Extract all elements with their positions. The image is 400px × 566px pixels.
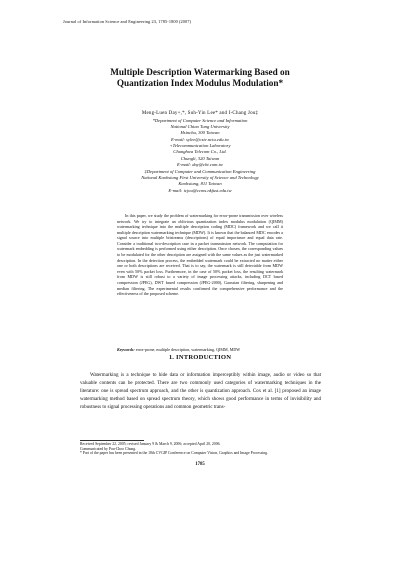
affiliation-line: Chunghwa Telecom Co., Ltd.: [173, 149, 227, 154]
footnotes: [80, 442, 321, 456]
keywords: [117, 347, 283, 353]
affiliation-line: *Department of Computer Science and Information: [152, 118, 248, 123]
abstract-text: In this paper, we study the problem of watermarking for error-prone transmission over wireless network. We try to integrate an oblivious quantization index modulus modulation (QIMM) watermarking technique into the multiple description coding (MDC) framework and we call it multiple description watermarking technique (MDW). It is known that the balanced MDC encodes a signal source into multiple bitstreams (descriptions) of equal importance and equal data rate. Consider a traditional two-description case in a packet transmission network. The computation for watermark embedding is performed using either description. Once chosen, the corresponding values to be modulated for the other description are assigned with the same values as the just watermarked description. In the detection process, the embedded watermark could be extracted no matter either one or both descriptions are received. That is to say, the watermark is still detectable from MDW even with 50% packet loss. Furthermore, in the case of 50% packet loss, the resulting watermark from MDW is still robust to a variety of image processing attacks, including DCT based compression (JPEG), DWT based compression (JPEG-2000), Gaussian filtering, sharpening and median filtering. The experimental results confirmed the comprehensive performance and the effectiveness of the proposed scheme.: [117, 213, 283, 297]
page-number: 1785: [195, 462, 205, 467]
affiliation-email: E-mail: sylee@csie.nctu.edu.tw: [170, 137, 230, 142]
footnote: * Part of the paper has been presented in the 18th CVGIP Conference on Computer Vision, Graphics and Image Processing.: [80, 451, 268, 456]
author-list: Meng-Luen Day+,*, Suh-Yin Lee* and I-Chang Jou‡: [141, 111, 259, 116]
paper-title-line-2: Quantization Index Modulus Modulation*: [116, 78, 284, 88]
intro-paragraph: [80, 372, 321, 412]
affiliation-email: E-mail: day@cht.com.tw: [177, 162, 223, 167]
footnote: Received September 22, 2005; revised January 9 & March 9, 2006; accepted April 20, 2006.: [80, 442, 221, 446]
affiliation-line: Hsinchu, 300 Taiwan: [180, 130, 220, 135]
affiliation-line: Chungli, 320 Taiwan: [180, 156, 220, 161]
affiliation-line: Kaohsiung, 811 Taiwan: [178, 181, 222, 186]
abstract: [117, 213, 283, 297]
affiliation-line: National Kaohsiung First University of Science and Technology: [141, 175, 259, 180]
paper-title-line-1: Multiple Description Watermarking Based on: [110, 67, 290, 77]
keywords-label: Keywords:: [117, 347, 135, 352]
keywords-list: error-prone, multiple description, watermarking, QIMM, MDW: [135, 347, 241, 352]
footnote-rule: [80, 440, 144, 441]
affiliation-line: National Chiao Tung University: [170, 124, 230, 129]
footnote: Communicated by Pau-Choo Chung.: [80, 446, 137, 451]
section-heading: 1. INTRODUCTION: [168, 354, 232, 361]
affiliation-email: E-mail: icjou@ccms.nkfust.edu.tw: [168, 188, 232, 193]
running-head: Journal of Information Science and Engineering 23, 1785-1800 (2007): [63, 19, 192, 24]
affiliation-line: ‡Department of Computer and Communication Engineering: [144, 169, 256, 174]
intro-text: Watermarking is a technique to hide data or information imperceptibly within image, audio or video so that valuable contents can be protected. There are two commonly used categories of watermarking techniques in the literature: one is spread spectrum approach, and the other is quantization approach. Cox et al. [1] proposed an image watermarking method based on spread spectrum theory, which shows good performance in terms of invisibility and robustness to signal processing operations and common geometric trans-: [80, 373, 321, 410]
affiliation-line: +Telecommunication Laboratory: [169, 143, 231, 148]
